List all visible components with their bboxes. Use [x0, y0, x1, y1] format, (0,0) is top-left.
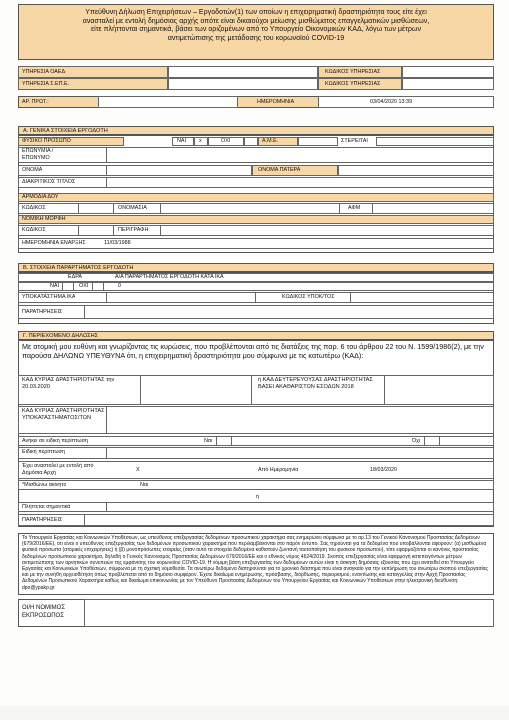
section-c-remarks-value[interactable]: [84, 514, 494, 526]
signature-label-line-1: ΟΙ/Η ΝΟΜΙΜΟΣ: [22, 605, 66, 611]
kad-main-value[interactable]: [140, 375, 252, 405]
significantly-affected-value[interactable]: [106, 502, 494, 512]
natural-no: ΟΧΙ: [221, 138, 231, 144]
natural-no-box[interactable]: [244, 137, 258, 146]
legal-form-description-label: ΠΕΡΙΓΡΑΦΗ: [118, 227, 149, 233]
seat-yes: ΝΑΙ: [50, 283, 59, 289]
oaed-value[interactable]: [168, 66, 318, 78]
eponymia-label: ΕΠΩΝΥΜΙΑ /: [22, 148, 54, 154]
protocol-value[interactable]: [98, 96, 238, 108]
signature-area[interactable]: [84, 599, 494, 627]
branch-code-label: ΚΩΔΙΚΟΣ ΥΠΟΚ/ΤΟΣ: [282, 294, 335, 300]
onoma-value[interactable]: [106, 165, 252, 176]
kad-main-label: ΚΑΔ ΚΥΡΙΑΣ ΔΡΑΣΤΗΡΙΟΤΗΤΑΣ την 20.03.2020: [22, 377, 115, 390]
seat-no-box[interactable]: [92, 282, 104, 291]
seat-yes-box[interactable]: [62, 282, 74, 291]
tax-code-value[interactable]: [78, 203, 114, 214]
date-value: 03/04/2020 13:39: [370, 99, 412, 105]
service-code-label-2: ΚΩΔΙΚΟΣ ΥΠΗΡΕΣΙΑΣ: [325, 81, 381, 87]
special-case-label: Ειδική περίπτωση: [22, 449, 65, 455]
legal-form-code-label: ΚΩΔΙΚΟΣ: [22, 227, 46, 233]
afm-label: ΑΦΜ: [348, 205, 361, 211]
distinctive-title-label: ΔΙΑΚΡΙΤΙΚΟΣ ΤΙΤΛΟΣ: [22, 179, 76, 185]
suspended-label: Έχει ανασταλεί με εντολή από Δημόσια Αρχή: [22, 463, 94, 476]
start-date-label: ΗΜΕΡΟΜΗΝΙΑ ΕΝΑΡΞΗΣ: [22, 240, 86, 246]
or-separator: ή: [256, 494, 259, 500]
legal-form-label: ΝΟΜΙΚΗ ΜΟΡΦΗ: [22, 216, 66, 222]
section-c-title: Γ. ΠΕΡΙΕΧΟΜΕΝΟ ΔΗΛΩΣΗΣ: [18, 331, 494, 340]
eponymia-value[interactable]: [106, 147, 494, 163]
legal-form-description-value[interactable]: [160, 225, 494, 236]
oaed-label: ΥΠΗΡΕΣΙΑ ΟΑΕΔ: [22, 69, 66, 75]
branch-aa-value: 0: [118, 283, 121, 289]
significantly-affected-label: Πλήττεται σημαντικά: [22, 504, 71, 510]
date-label: ΗΜΕΡΟΜΗΝΙΑ: [257, 99, 295, 105]
legal-form-code-value[interactable]: [78, 225, 114, 236]
father-name-value[interactable]: [338, 165, 494, 176]
from-date-label: Από Ημερομηνία: [258, 467, 299, 473]
kad-branch-value[interactable]: [106, 406, 494, 434]
kad-branch-label: ΚΑΔ ΚΥΡΙΑΣ ΔΡΑΣΤΗΡΙΟΤΗΤΑΣ ΥΠΟΚΑΤΑΣΤΗΜΑΤΟΣ/ΤΩΝ: [22, 408, 105, 421]
section-c-remarks-label: ΠΑΡΑΤΗΡΗΣΕΙΣ: [22, 517, 63, 523]
afm-value[interactable]: [372, 203, 494, 214]
special-no-box[interactable]: [424, 436, 440, 446]
header-line-3: είτε πλήττονται σημαντικά, βάσει των οριζομένων από το Υπουργείο Οικονομικών ΚΑΔ, λόγω των μέτρων: [90, 25, 422, 33]
ame-label: Α.Μ.Ε.: [262, 138, 279, 144]
privacy-notice-text: Το Υπουργείο Εργασίας και Κοινωνικών Υποθέσεων, ως υπεύθυνος επεξεργασίας δεδομένων προσωπικού χαρακτήρα σας ενημερώνει σύμφωνα με το αρ.13 του Γενικού Κανονισμού Προστασίας Δεδομένων (679/2016/ΕΕ), ότι είναι ο υπεύθυνος επεξεργασίας των δεδομένων προσωπικού χαρακτήρα που περιλαμβάνονται στο παρόν έντυπο. Σας τηρούνται για τα δεδομένα που υποβάλλονται αφορούν: (α) μισθωμένα φυσικά πρόσωπα (ατομικές επιχειρήσεις) ή (β) μονοπρόσωπες εταιρείες (όταν αυτό τα στοιχεία δεδομένα καθιστούν ζωντανή ταυτοποίηση του φυσικού προσώπου), τότε εφαρμόζονται οι κανόνες προστασίας δεδομένων προσωπικού χαρακτήρα, δηλαδή ο Γενικός Κανονισμός Προστασίας Δεδομένων 679/2016/ΕΕ και ο εθνικός νόμος 4624/2019. Σκοπός επεξεργασίας είναι εφαρμογή κατεπειγόντων μέτρων αντιμετώπισης των αρνητικών συνεπειών της εμφάνισης του κορωνοϊού COVID-19. Η νόμιμη βάση επεξεργασίας των δεδομένων αυτών είναι η άσκηση δημόσιας εξουσίας που έχει ανατεθεί στο Υπουργείο Εργασίας και Κοινωνικών Υποθέσεων, σύμφωνα με τη σχετική νομοθεσία. Τα ανωτέρω δεδομένα διατηρούνται για το χρονικό διάστημα που είναι αναγκαίο για την εκπλήρωση του ανωτέρω σκοπού επεξεργασίας και με την συνήθη αρχειοθέτηση όπως προβλέπεται από το δημόσιο συμφέρον. Έχετε δικαίωμα ενημέρωσης, πρόσβασης, διόρθωσης, περιορισμού, εναντίωσης και καταγγελίας στην Αρχή Προστασίας Δεδομένων Προσωπικού Χαρακτήρα καθώς και δικαίωμα επικοινωνίας με τον Υπεύθυνο Προστασίας Δεδομένων του Υπουργείου Εργασίας και Κοινωνικών Υποθέσεων στην ηλεκτρονική διεύθυνση: dpo@ypakp.gr: [22, 535, 488, 591]
from-date-value: 18/03/2020: [370, 467, 397, 473]
branch-code-value[interactable]: [350, 292, 494, 303]
kad-secondary-label: ή ΚΑΔ ΔΕΥΤΕΡΕΥΟΥΣΑΣ ΔΡΑΣΤΗΡΙΟΤΗΤΑΣ ΒΑΣΕΙ ΑΚΑΘΑΡΙΣΤΩΝ ΕΣΟΔΩΝ 2018: [258, 377, 373, 390]
section-b-title: Β. ΣΤΟΙΧΕΙΑ ΠΑΡΑΡΤΗΜΑΤΟΣ ΕΡΓΟΔΟΤΗ: [18, 263, 494, 272]
special-yes-label: Ναι: [204, 438, 213, 444]
signature-label-line-2: ΕΚΠΡΟΣΩΠΟΣ: [22, 613, 64, 619]
header-line-4: αντιμετώπισης της μετάδοσης του κορωνοϊού COVID-19: [167, 33, 345, 42]
special-no-label: Όχι: [412, 438, 421, 444]
special-yes-box[interactable]: [216, 436, 232, 446]
seat-no: ΟΧΙ: [79, 283, 89, 289]
section-a-title: Α. ΓΕΝΙΚΑ ΣΤΟΙΧΕΙΑ ΕΡΓΟΔΟΤΗ: [18, 126, 494, 135]
section-b-notes-value[interactable]: [84, 305, 494, 319]
ame-value[interactable]: [298, 137, 338, 146]
special-case-question: Ανήκει σε ειδική περίπτωση: [22, 438, 88, 444]
suspended-mark: Χ: [136, 467, 140, 473]
tax-office-name-value[interactable]: [160, 203, 340, 214]
protocol-label: ΑΡ. ΠΡΩΤ.:: [22, 99, 49, 105]
stereitai-label: ΣΤΕΡΕΙΤΑΙ: [341, 138, 368, 144]
natural-person-label: ΦΥΣΙΚΟ ΠΡΟΣΩΠΟ: [22, 138, 71, 144]
distinctive-title-value[interactable]: [106, 177, 494, 188]
ika-branch-label: ΥΠΟΚΑΤΑΣΤΗΜΑ ΙΚΑ: [22, 294, 76, 300]
branch-aa-label: Α/Α ΠΑΡΑΡΤΗΜΑΤΟΣ ΕΡΓΟΔΟΤΗ ΚΑΤΑ ΙΚΑ: [115, 274, 224, 280]
header-line-1: Υπεύθυνη Δήλωση Επιχειρήσεων – Εργοδοτών(1) των οποίων η επιχειρηματική δραστηριότητα τους είτε έχει: [85, 8, 427, 16]
sepe-value[interactable]: [168, 78, 318, 90]
sepe-label: ΥΠΗΡΕΣΙΑ Σ.ΕΠ.Ε.: [22, 81, 70, 87]
rent-question: *Μισθώνω ακίνητο: [22, 482, 67, 488]
seat-label: ΕΔΡΑ: [68, 274, 82, 280]
tax-code-label: ΚΩΔΙΚΟΣ: [22, 205, 46, 211]
header-line-2: ανασταλεί με εντολή δημόσιας αρχής οπότε είναι δικαιούχοι μείωσης μισθώματος επαγγελματικών μισθώσεων,: [82, 16, 430, 25]
start-date-value: 11/03/1988: [104, 240, 131, 246]
tax-office-label: ΑΡΜΟΔΙΑ ΔΟΥ: [22, 194, 59, 200]
service-code-label-1: ΚΩΔΙΚΟΣ ΥΠΗΡΕΣΙΑΣ: [325, 69, 381, 75]
service-code-value-1[interactable]: [402, 66, 494, 78]
kad-secondary-value[interactable]: [384, 375, 494, 405]
father-name-label: ΟΝΟΜΑ ΠΑΤΕΡΑ: [258, 167, 301, 173]
scan-edge-shadow: [0, 706, 509, 720]
natural-x-mark: x: [199, 138, 202, 144]
rent-answer: Ναι: [140, 482, 149, 488]
declaration-intro: Με ατομική μου ευθύνη και γνωρίζοντας τις κυρώσεις, που προβλέπονται από τις διατάξεις της παρ. 6 του άρθρου 22 του Ν. 1599/1986(2), με την παρούσα ΔΗΛΩΝΩ ΥΠΕΥΘΥΝΑ ότι, η επιχειρηματική δραστηριότητα μου σύμφωνα με τις κατωτέρω (ΚΑΔ):: [22, 343, 484, 360]
tax-office-name-label: ΟΝΟΜΑΣΙΑ: [118, 205, 147, 211]
onoma-label: ΟΝΟΜΑ: [22, 167, 43, 173]
natural-yes: ΝΑΙ: [177, 138, 186, 144]
form-header: [18, 4, 494, 60]
special-case-value[interactable]: [106, 447, 494, 459]
service-code-value-2[interactable]: [402, 78, 494, 90]
ika-branch-value[interactable]: [106, 292, 256, 303]
section-b-notes-label: ΠΑΡΑΤΗΡΗΣΕΙΣ: [22, 309, 63, 315]
eponymo-label: ΕΠΩΝΥΜΟ: [22, 155, 50, 161]
